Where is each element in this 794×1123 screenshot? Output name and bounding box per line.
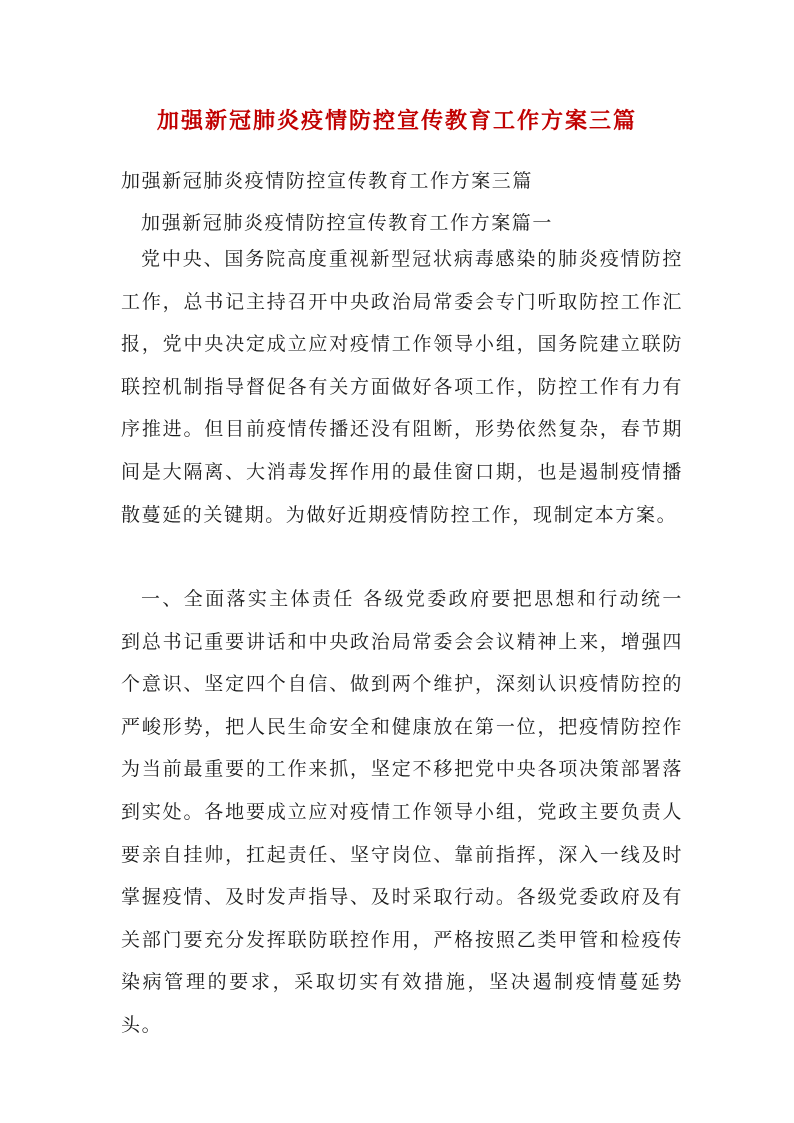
document-title: 加强新冠肺炎疫情防控宣传教育工作方案三篇 <box>156 108 637 134</box>
paragraph-section-one: 一、全面落实主体责任 各级党委政府要把思想和行动统一到总书记重要讲话和中央政治局常委会会议精神上来，增强四个意识、坚定四个自信、做到两个维护，深刻认识疫情防控的严峻形势，把人民生命安全和健康放在第一位，把疫情防控作为当前最重要的工作来抓，坚定不移把党中央各项决策部署落到实处。各地要成立应对疫情工作领导小组，党政主要负责人要亲自挂帅，扛起责任、坚守岗位、靠前指挥，深入一线及时掌握疫情、及时发声指导、及时采取行动。各级党委政府及有关部门要充分发挥联防联控作用，严格按照乙类甲管和检疫传染病管理的要求，采取切实有效措施，坚决遏制疫情蔓延势头。 <box>121 588 683 1036</box>
section-heading: 加强新冠肺炎疫情防控宣传教育工作方案篇一 <box>141 212 554 234</box>
paragraph-intro: 党中央、国务院高度重视新型冠状病毒感染的肺炎疫情防控工作，总书记主持召开中央政治局常委会专门听取防控工作汇报，党中央决定成立应对疫情工作领导小组，国务院建立联防联控机制指导督促各有关方面做好各项工作，防控工作有力有序推进。但目前疫情传播还没有阻断，形势依然复杂，春节期间是大隔离、大消毒发挥作用的最佳窗口期，也是遏制疫情播散蔓延的关键期。为做好近期疫情防控工作，现制定本方案。 <box>121 248 683 526</box>
document-subtitle: 加强新冠肺炎疫情防控宣传教育工作方案三篇 <box>121 170 534 192</box>
